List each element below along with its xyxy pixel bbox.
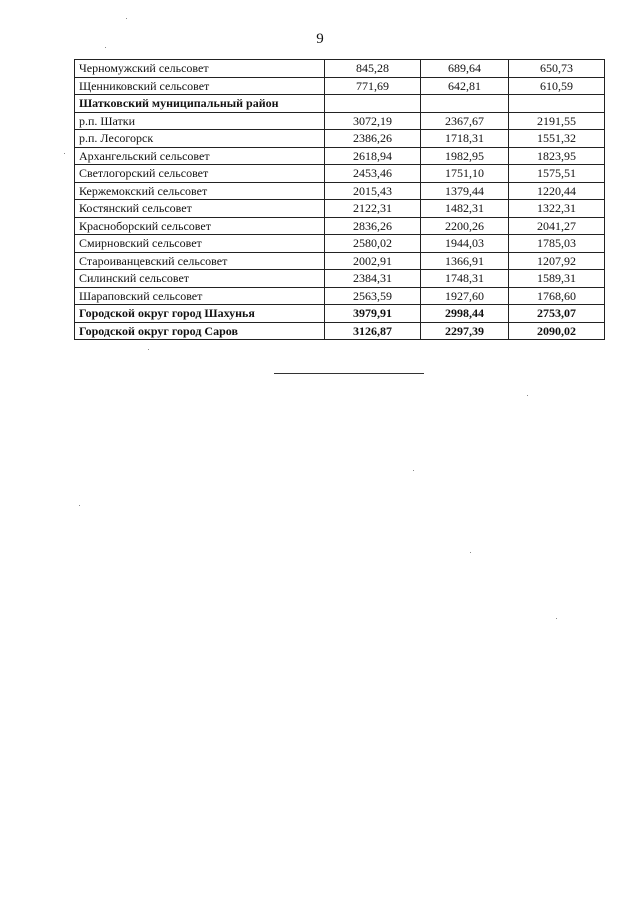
scan-speck	[79, 505, 80, 506]
value-cell-2: 1751,10	[421, 165, 509, 183]
value-cell-3: 2753,07	[509, 305, 605, 323]
scan-speck	[105, 47, 106, 48]
value-cell-2: 689,64	[421, 60, 509, 78]
row-name-cell: Красноборский сельсовет	[75, 217, 325, 235]
value-cell-1: 2015,43	[325, 182, 421, 200]
value-cell-2: 642,81	[421, 77, 509, 95]
table-row	[75, 252, 605, 270]
row-name-cell: р.п. Лесогорск	[75, 130, 325, 148]
value-cell-1: 845,28	[325, 60, 421, 78]
row-name-cell: Городской округ город Шахунья	[75, 305, 325, 323]
value-cell-1: 3126,87	[325, 322, 421, 340]
scan-speck	[556, 618, 557, 619]
value-cell-2: 1379,44	[421, 182, 509, 200]
row-name-cell: Костянский сельсовет	[75, 200, 325, 218]
value-cell-3: 1589,31	[509, 270, 605, 288]
value-cell-1: 2386,26	[325, 130, 421, 148]
value-cell-2: 1482,31	[421, 200, 509, 218]
row-name-cell: Шараповский сельсовет	[75, 287, 325, 305]
table-row	[75, 165, 605, 183]
row-name-cell: Кержемокский сельсовет	[75, 182, 325, 200]
scan-speck	[148, 349, 149, 350]
value-cell-2: 1944,03	[421, 235, 509, 253]
value-cell-1	[325, 95, 421, 113]
value-cell-3	[509, 95, 605, 113]
scan-speck	[527, 395, 528, 396]
row-name-cell: Шатковский муниципальный район	[75, 95, 325, 113]
value-cell-3: 2191,55	[509, 112, 605, 130]
row-name-cell: Городской округ город Саров	[75, 322, 325, 340]
table-row	[75, 130, 605, 148]
page-number: 9	[316, 31, 324, 47]
value-cell-1: 2002,91	[325, 252, 421, 270]
value-cell-2: 2998,44	[421, 305, 509, 323]
value-cell-2: 1927,60	[421, 287, 509, 305]
table-row	[75, 60, 605, 78]
table-row	[75, 217, 605, 235]
table-row	[75, 95, 605, 113]
value-cell-2: 1748,31	[421, 270, 509, 288]
table-row	[75, 182, 605, 200]
table-row	[75, 270, 605, 288]
value-cell-1: 2453,46	[325, 165, 421, 183]
value-cell-3: 2090,02	[509, 322, 605, 340]
value-cell-3: 610,59	[509, 77, 605, 95]
value-cell-1: 2384,31	[325, 270, 421, 288]
value-cell-3: 1220,44	[509, 182, 605, 200]
value-cell-3: 1823,95	[509, 147, 605, 165]
table-row	[75, 305, 605, 323]
table-row	[75, 200, 605, 218]
table-row	[75, 322, 605, 340]
value-cell-1: 2122,31	[325, 200, 421, 218]
row-name-cell: Староиванцевский сельсовет	[75, 252, 325, 270]
value-cell-2: 1366,91	[421, 252, 509, 270]
value-cell-1: 3072,19	[325, 112, 421, 130]
value-cell-3: 1322,31	[509, 200, 605, 218]
value-cell-1: 771,69	[325, 77, 421, 95]
value-cell-2: 1982,95	[421, 147, 509, 165]
value-cell-2	[421, 95, 509, 113]
row-name-cell: Смирновский сельсовет	[75, 235, 325, 253]
row-name-cell: Черномужский сельсовет	[75, 60, 325, 78]
value-cell-3: 1768,60	[509, 287, 605, 305]
row-name-cell: р.п. Шатки	[75, 112, 325, 130]
table-row	[75, 147, 605, 165]
table-row	[75, 112, 605, 130]
value-cell-3: 1785,03	[509, 235, 605, 253]
value-cell-3: 1551,32	[509, 130, 605, 148]
table-row	[75, 77, 605, 95]
value-cell-2: 2367,67	[421, 112, 509, 130]
value-cell-2: 2200,26	[421, 217, 509, 235]
value-cell-3: 1207,92	[509, 252, 605, 270]
scan-speck	[64, 153, 65, 154]
value-cell-3: 2041,27	[509, 217, 605, 235]
scan-speck	[413, 470, 414, 471]
row-name-cell: Светлогорский сельсовет	[75, 165, 325, 183]
scan-speck	[126, 18, 127, 19]
value-cell-1: 2836,26	[325, 217, 421, 235]
value-cell-2: 1718,31	[421, 130, 509, 148]
value-cell-1: 3979,91	[325, 305, 421, 323]
table-row	[75, 287, 605, 305]
row-name-cell: Архангельский сельсовет	[75, 147, 325, 165]
value-cell-3: 650,73	[509, 60, 605, 78]
data-table	[74, 59, 605, 340]
table-row	[75, 235, 605, 253]
value-cell-3: 1575,51	[509, 165, 605, 183]
scan-speck	[470, 552, 471, 553]
row-name-cell: Силинский сельсовет	[75, 270, 325, 288]
value-cell-1: 2563,59	[325, 287, 421, 305]
row-name-cell: Щенниковский сельсовет	[75, 77, 325, 95]
table-body	[75, 60, 605, 340]
value-cell-1: 2618,94	[325, 147, 421, 165]
closing-rule	[274, 373, 424, 374]
value-cell-2: 2297,39	[421, 322, 509, 340]
value-cell-1: 2580,02	[325, 235, 421, 253]
